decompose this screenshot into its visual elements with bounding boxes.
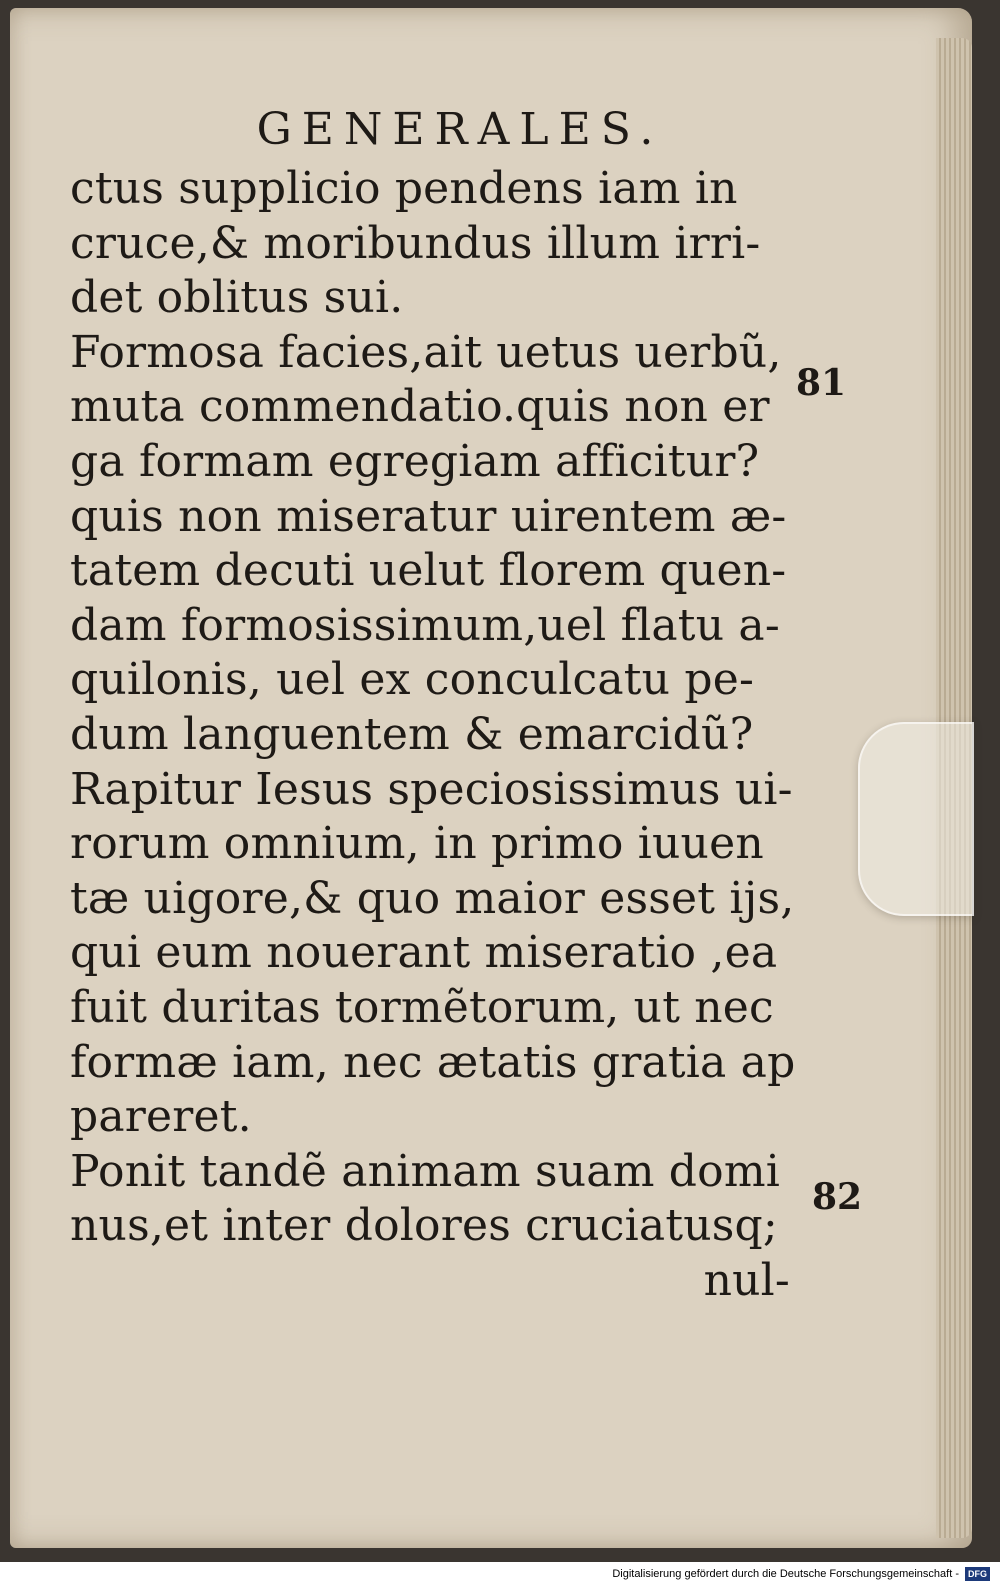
page-text: [70, 104, 796, 1308]
text-line: qui eum nouerant miseratio ,ea: [70, 927, 778, 979]
digitization-footer: [0, 1562, 1000, 1586]
text-line: Ponit tandẽ animam suam domi: [70, 1145, 781, 1197]
text-line: rorum omnium, in primo iuuen: [70, 818, 764, 870]
catchword: nul-: [703, 1254, 790, 1306]
marginal-number: 82: [812, 1176, 863, 1218]
text-line: det oblitus sui.: [70, 272, 404, 324]
text-line: ga formam egregiam afficitur?: [70, 435, 760, 487]
text-line: formæ iam, nec ætatis gratia ap: [70, 1036, 796, 1088]
funding-credit: Digitalisierung gefördert durch die Deutsche Forschungsgemeinschaft -: [612, 1568, 959, 1580]
marginal-number: 81: [796, 362, 847, 404]
text-line: quis non miseratur uirentem æ-: [70, 490, 787, 542]
text-line: dum languentem & emarcidũ?: [70, 708, 754, 760]
text-line: muta commendatio.quis non er: [70, 381, 770, 433]
running-head: GENERALES.: [256, 104, 664, 155]
text-line: Rapitur Iesus speciosissimus ui-: [70, 763, 793, 815]
dfg-logo: DFG: [965, 1567, 990, 1581]
text-line: tatem decuti uelut florem quen-: [70, 545, 787, 597]
page-clip: [858, 722, 974, 916]
text-line: nus,et inter dolores cruciatusq;: [70, 1200, 778, 1252]
text-line: dam formosissimum,uel flatu a-: [70, 599, 780, 651]
text-line: Formosa facies,ait uetus uerbũ,: [70, 326, 782, 378]
text-line: quilonis, uel ex conculcatu pe-: [70, 654, 755, 706]
text-line: ctus supplicio pendens iam in: [70, 163, 738, 214]
text-line: tæ uigore,& quo maior esset ijs,: [70, 872, 795, 924]
text-line: fuit duritas tormẽtorum, ut nec: [70, 981, 774, 1033]
text-line: pareret.: [70, 1091, 252, 1143]
text-line: cruce,& moribundus illum irri-: [70, 217, 761, 269]
